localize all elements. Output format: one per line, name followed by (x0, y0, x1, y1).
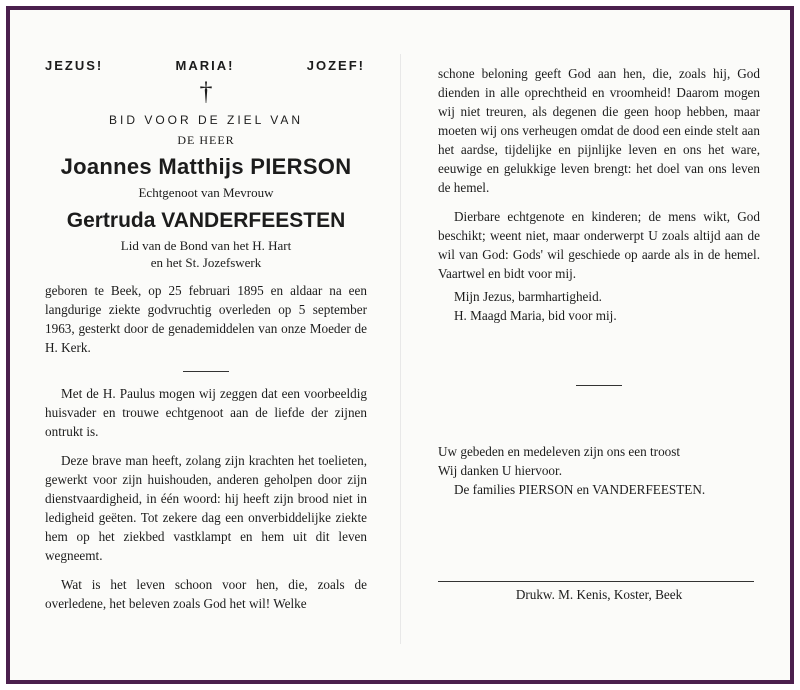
printer-rule (438, 581, 754, 582)
closing-divider (576, 385, 622, 386)
left-paragraph-1: Met de H. Paulus mogen wij zeggen dat een voorbeeldig huisvader en trouwe echtgenoot aan de liefde der zijnen ontrukt is. (45, 386, 367, 439)
prayer-line-1: Mijn Jezus, barmhartigheid. (454, 289, 602, 304)
families-line: De families PIERSON en VANDERFEESTEN. (454, 482, 706, 497)
invocation-jezus: JEZUS! (45, 58, 104, 73)
spouse-name: Gertruda VANDERFEESTEN (66, 209, 346, 232)
right-paragraph-1: schone beloning geeft God aan hen, die, zoals hij, God dienden in alle oprechtheid en vroomheid! Daarom mogen wij niet treuren, als degenen die geen hoop hebben, maar moeten wij ons verheugen omdat de dood een einde stelt aan het aardse, tijdelijke en pijnlijke leven en ons het ware, eeuwige en gelukkige leven brengt: het doel van ons leven de hemel. (438, 66, 760, 195)
thanks-line-2: Wij danken U hiervoor. (438, 463, 562, 478)
printer-credit: Drukw. M. Kenis, Koster, Beek (515, 587, 683, 602)
right-page (438, 64, 760, 604)
membership-line-2: en het St. Jozefswerk (150, 255, 262, 270)
left-page (45, 58, 367, 613)
invocation-line (45, 58, 365, 73)
invocation-maria: MARIA! (175, 58, 235, 73)
center-fold (400, 54, 401, 644)
pray-for-heading: BID VOOR DE ZIEL VAN (108, 113, 304, 127)
deceased-name: Joannes Matthijs PIERSON (60, 154, 352, 179)
right-paragraph-2: Dierbare echtgenote en kinderen; de mens wikt, God beschikt; weent niet, maar onderwerpt U zoals altijd aan de wil van God: Gods' wil geschiede op aarde als in de hemel. Vaartwel en bidt voor mij. (438, 209, 760, 281)
section-divider (183, 371, 229, 372)
thanks-line-1: Uw gebeden en medeleven zijn ons een troost (438, 444, 681, 459)
birth-death-paragraph: geboren te Beek, op 25 februari 1895 en aldaar na een langdurige ziekte godvruchtig overleden op 5 september 1963, gesterkt door de genademiddelen van onze Moeder de H. Kerk. (45, 283, 367, 355)
cross-icon: † (199, 77, 213, 106)
invocation-jozef: JOZEF! (306, 58, 365, 73)
spouse-intro: Echtgenoot van Mevrouw (138, 185, 274, 200)
membership-line-1: Lid van de Bond van het H. Hart (120, 238, 292, 253)
left-paragraph-3: Wat is het leven schoon voor hen, die, zoals de overledene, het beleven zoals God het wil! Welke (45, 577, 367, 611)
title-line: DE HEER (177, 133, 235, 147)
left-paragraph-2: Deze brave man heeft, zolang zijn krachten het toelieten, gewerkt voor zijn huishouden, anderen geholpen door zijn dienstvaardigheid, in één woord: hij heeft zijn brood niet in ledigheid geëten. Tot zekere dag een onverbiddelijke ziekte hem op het ziekbed vastklampt en hem uit dit leven wegneemt. (45, 453, 367, 563)
prayer-line-2: H. Maagd Maria, bid voor mij. (454, 308, 617, 323)
